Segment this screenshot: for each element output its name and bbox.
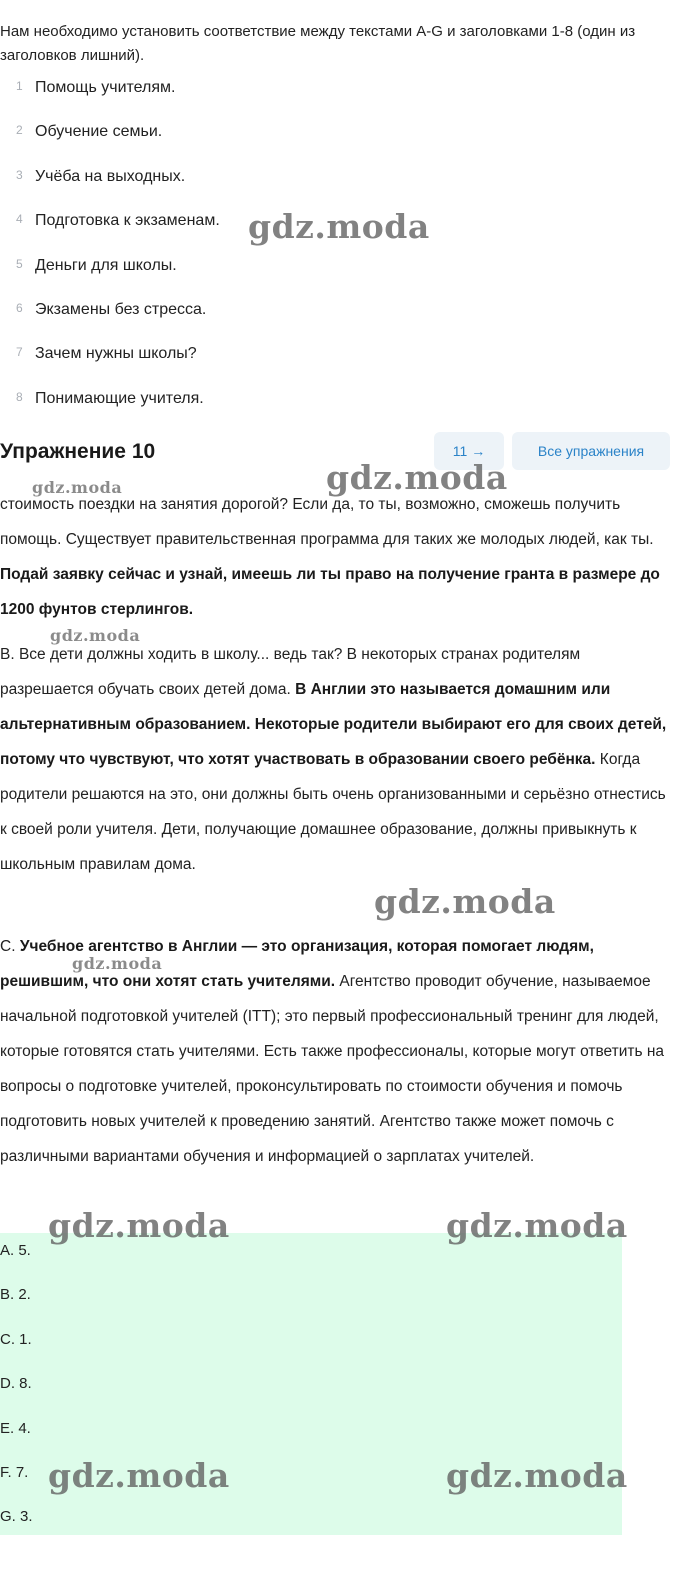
watermark: gdz.moda <box>32 478 123 497</box>
list-item-number: 7 <box>16 345 23 359</box>
watermark: gdz.moda <box>248 207 430 246</box>
list-item-text: Подготовка к экзаменам. <box>35 212 220 229</box>
watermark: gdz.moda <box>48 1206 230 1245</box>
list-item-text: Деньги для школы. <box>35 257 177 274</box>
answer-item: A. 5. <box>0 1242 31 1259</box>
list-item-number: 2 <box>16 123 23 137</box>
list-item-number: 3 <box>16 168 23 182</box>
answer-item: E. 4. <box>0 1420 31 1437</box>
next-exercise-button[interactable]: 11 → <box>434 432 504 470</box>
all-exercises-button[interactable]: Все упражнения <box>512 432 670 470</box>
list-item-text: Помощь учителям. <box>35 79 176 96</box>
paragraph-a-bold: Подай заявку сейчас и узнай, имеешь ли ты право на получение гранта в размере до 1200 фунтов стерлингов. <box>0 566 660 618</box>
paragraph-a <box>0 487 670 627</box>
paragraph-b-bold: В Англии это называется домашним или альтернативным образованием. Некоторые родители выбирают его для своих детей, потому что чувствуют, что хотят участвовать в образовании своего ребёнка. <box>0 681 667 768</box>
watermark: gdz.moda <box>326 458 508 497</box>
list-item-number: 5 <box>16 257 23 271</box>
paragraph-c-text: Агентство проводит обучение, называемое начальной подготовкой учителей (ITT); это первый профессиональный тренинг для людей, которые готовятся стать учителями. Есть также профессионалы, которые могут ответить на вопросы о подготовке учителей, проконсультировать по стоимости обучения и помочь подготовить новых учителей к проведению занятий. Агентство также может помочь с различными вариантами обучения и информацией о зарплатах учителей. <box>0 973 665 1165</box>
watermark: gdz.moda <box>48 1456 230 1495</box>
watermark: gdz.moda <box>72 954 163 973</box>
answer-item: G. 3. <box>0 1508 33 1525</box>
answer-item: C. 1. <box>0 1331 32 1348</box>
exercise-title: Упражнение 10 <box>0 440 156 463</box>
list-item-text: Понимающие учителя. <box>35 390 204 407</box>
paragraph-b-text-end: Когда родители решаются на это, они должны быть очень организованными и серьёзно отнестись к своей роли учителя. Дети, получающие домашнее образование, должны привыкнуть к школьным правилам дома. <box>0 751 666 873</box>
watermark: gdz.moda <box>50 626 141 645</box>
list-item-text: Зачем нужны школы? <box>35 345 197 362</box>
paragraph-a-text: стоимость поездки на занятия дорогой? Если да, то ты, возможно, сможешь получить помощь. Существует правительственная программа для таких же молодых людей, как ты. <box>0 496 654 548</box>
list-item-text: Экзамены без стресса. <box>35 301 207 318</box>
paragraph-c-bold: Учебное агентство в Англии — это организация, которая помогает людям, решившим, что они хотят стать учителями. <box>0 938 594 990</box>
watermark: gdz.moda <box>446 1456 628 1495</box>
paragraph-b-text-start: B. Все дети должны ходить в школу... ведь так? В некоторых странах родителям разрешается обучать своих детей дома. <box>0 646 581 698</box>
list-item-text: Обучение семьи. <box>35 123 163 140</box>
paragraph-b <box>0 637 670 882</box>
list-item-number: 1 <box>16 79 23 93</box>
list-item-number: 8 <box>16 390 23 404</box>
answer-item: F. 7. <box>0 1464 29 1481</box>
watermark: gdz.moda <box>446 1206 628 1245</box>
watermark: gdz.moda <box>374 882 556 921</box>
list-item-number: 6 <box>16 301 23 315</box>
answer-item: D. 8. <box>0 1375 32 1392</box>
paragraph-c-prefix: C. <box>0 938 20 955</box>
answer-item: B. 2. <box>0 1286 31 1303</box>
task-instruction: Нам необходимо установить соответствие между текстами A-G и заголовками 1-8 (один из заголовков лишний). <box>0 23 636 64</box>
list-item-text: Учёба на выходных. <box>35 168 186 185</box>
list-item-number: 4 <box>16 212 23 226</box>
